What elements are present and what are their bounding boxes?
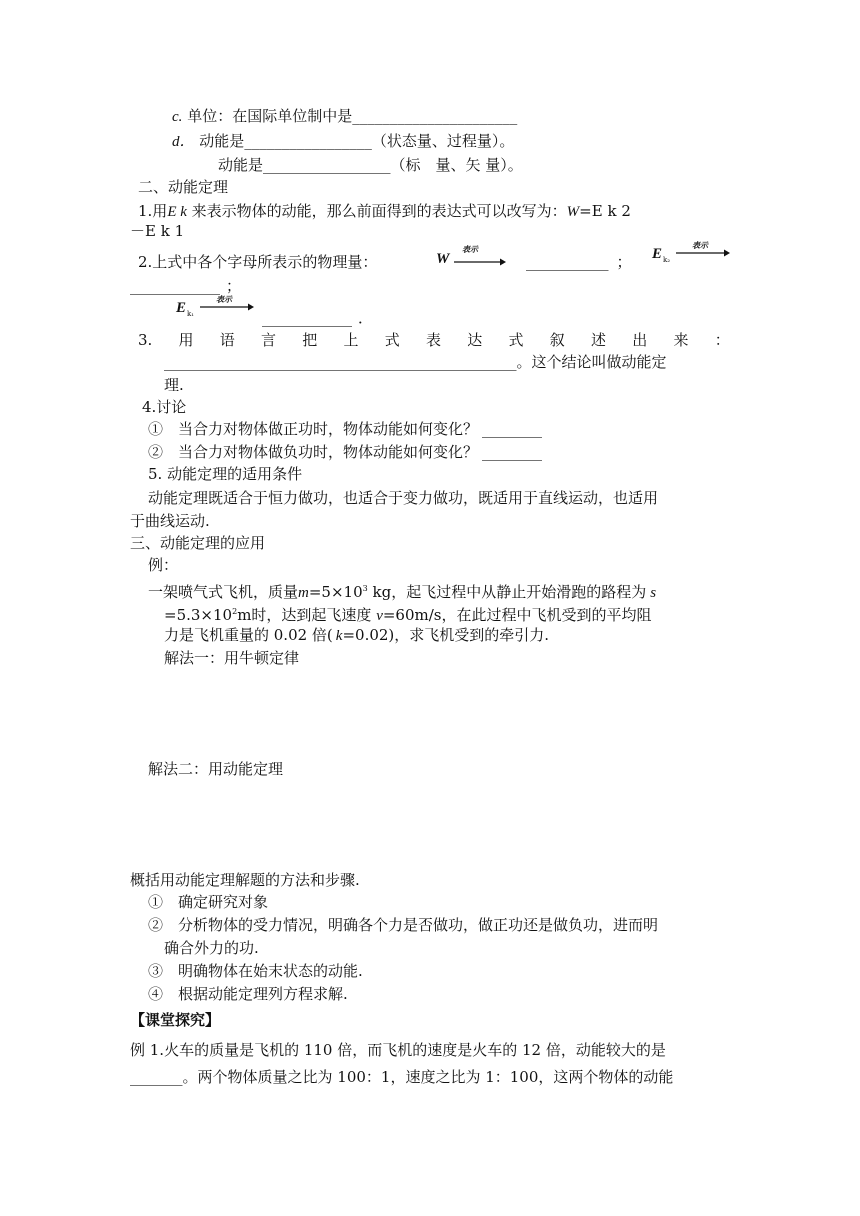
step-2: ② 分析物体的受力情况，明确各个力是否做功，做正功还是做负功，进而明: [148, 916, 659, 934]
blank-ek2[interactable]: [130, 276, 241, 296]
item-1-text-b: 来表示物体的动能，那么前面得到的表达式可以改写为：: [186, 202, 567, 220]
q1-blank[interactable]: ________: [482, 420, 543, 438]
item-d2-suffix: （标 量、矢 量）。: [390, 156, 523, 174]
item-c-blank[interactable]: ______________________: [352, 107, 518, 125]
item-d-blank[interactable]: _________________: [244, 132, 372, 150]
q1-text: ① 当合力对物体做正功时，物体动能如何变化？: [148, 420, 479, 438]
ex-text: =60m/s，在此过程中飞机受到的平均阻: [382, 606, 652, 624]
blank-ek1-line[interactable]: ____________: [262, 309, 352, 327]
item-c-text: 单位：在国际单位制中是: [187, 107, 353, 125]
state-quantity-line: [172, 131, 514, 152]
q2-text: ② 当合力对物体做负功时，物体动能如何变化？: [148, 443, 479, 461]
unit-line: [172, 106, 517, 127]
ex-text: kg，起飞过程中从静止开始滑跑的路程为: [367, 583, 647, 601]
step-4: ④ 根据动能定理列方程求解.: [148, 985, 348, 1003]
item-d-suffix: （状态量、过程量）。: [371, 132, 515, 150]
ex1-blank[interactable]: _______: [130, 1068, 183, 1086]
ex-text: =0.02)，求飞机受到的牵引力.: [342, 626, 550, 644]
item-3-suffix: 。这个结论叫做动能定: [516, 353, 667, 371]
item-3-char: 式: [508, 331, 524, 349]
section-3-heading: 三、动能定理的应用: [130, 534, 266, 552]
item-5-heading: 5. 动能定理的适用条件: [148, 465, 303, 483]
ex-text: =5.3×10: [164, 606, 233, 624]
item-1-line: [138, 201, 631, 222]
step-1: ① 确定研究对象: [148, 893, 269, 911]
item-d2-blank[interactable]: _________________: [263, 156, 391, 174]
w-symbol: W: [436, 251, 450, 267]
example-label: 例：: [148, 556, 179, 574]
item-5-line-1: 动能定理既适合于恒力做功，也适合于变力做功，既适用于直线运动，也适用: [148, 489, 659, 507]
item-3-char: 3.: [138, 331, 153, 349]
item-3-blank[interactable]: _______________________________________________: [164, 353, 517, 371]
ex-text: =5×10: [308, 583, 363, 601]
summary-heading: 概括用动能定理解题的方法和步骤.: [130, 871, 360, 889]
blank-w-line[interactable]: ___________: [526, 253, 609, 271]
item-3-char: ：: [714, 331, 730, 349]
method-2-label: 解法二：用动能定理: [148, 760, 284, 778]
example-line-1: [148, 579, 656, 603]
blank-ek1[interactable]: [262, 308, 373, 328]
item-3-char: 来: [673, 331, 689, 349]
arrow-icon: [200, 303, 254, 311]
item-3-line: [138, 330, 730, 350]
ex-var-s: s: [650, 585, 657, 601]
ex-var-k: k: [335, 628, 343, 644]
item-3-char: 言: [261, 331, 277, 349]
blank-ek2-line[interactable]: ____________: [130, 277, 220, 295]
example-1-line-2: [130, 1067, 673, 1087]
item-3-char: 达: [467, 331, 483, 349]
item-5-line-2: 于曲线运动.: [130, 512, 210, 530]
ex1-rest: 。两个物体质量之比为 100：1，速度之比为 1：100，这两个物体的动能: [182, 1068, 674, 1086]
ex-text: 力是飞机重量的 0.02 倍(: [164, 626, 333, 644]
ex-sup: 2: [232, 607, 238, 616]
step-2-continuation: 确合外力的功.: [164, 939, 259, 957]
discussion-q2: [148, 442, 542, 462]
discussion-q1: [148, 419, 542, 439]
ex-text: m时，达到起飞速度: [237, 606, 377, 624]
q2-blank[interactable]: ________: [482, 443, 543, 461]
scalar-vector-line: [218, 155, 523, 175]
semicolon: ；: [226, 277, 242, 295]
item-3-char: 述: [591, 331, 607, 349]
item-3-answer-line: [164, 352, 667, 372]
item-d-prefix: d．: [172, 134, 195, 150]
item-d2-text: 动能是: [218, 156, 264, 174]
item-3-char: 出: [632, 331, 648, 349]
item-3-char: 叙: [549, 331, 565, 349]
ek1-symbol: E: [176, 300, 187, 316]
item-1-continuation: －E k 1: [130, 222, 185, 240]
item-3-char: 上: [343, 331, 359, 349]
ek2-subscript: k₂: [663, 256, 671, 264]
item-3-char: 式: [384, 331, 400, 349]
arrow-icon: [454, 258, 506, 266]
arrow-label: 表示: [692, 240, 708, 250]
classroom-inquiry-heading: 【课堂探究】: [130, 1011, 221, 1029]
item-3-char: 表: [426, 331, 442, 349]
ex-var-m: m: [298, 585, 309, 601]
arrow-icon: [676, 249, 730, 257]
blank-w[interactable]: [526, 252, 632, 272]
period: ．: [358, 309, 374, 327]
arrow-label: 表示: [216, 294, 232, 304]
item-1-ek: E k: [167, 204, 187, 220]
item-1-text-a: 1.用: [138, 202, 168, 220]
ek1-arrow-group: [176, 296, 256, 320]
example-1-line-1: 例 1.火车的质量是飞机的 110 倍，而飞机的速度是火车的 12 倍，动能较大的是: [130, 1041, 666, 1059]
example-line-2: [164, 602, 652, 626]
item-3-char: 用: [178, 331, 194, 349]
item-1-w: W: [566, 204, 580, 220]
ek2-arrow-group: [652, 242, 732, 266]
item-2-text: 2.上式中各个字母所表示的物理量：: [138, 253, 378, 271]
ex-sup: 3: [362, 584, 368, 593]
ex-var-v: v: [376, 608, 383, 624]
example-line-3: [164, 625, 549, 646]
arrow-label: 表示: [462, 244, 478, 254]
w-arrow-group: [436, 244, 508, 270]
step-3: ③ 明确物体在始末状态的动能.: [148, 962, 363, 980]
item-d-text: 动能是: [199, 132, 245, 150]
item-3-char: 把: [302, 331, 318, 349]
ex-text: 一架喷气式飞机，质量: [148, 583, 299, 601]
item-1-text-c: =E k 2: [579, 202, 631, 220]
item-4-heading: 4.讨论: [142, 398, 187, 416]
semicolon: ；: [616, 253, 632, 271]
item-c-prefix: c.: [172, 109, 183, 125]
item-3-continuation: 理.: [164, 376, 184, 394]
item-3-char: 语: [219, 331, 235, 349]
ek1-subscript: k₁: [187, 310, 195, 318]
section-2-heading: 二、动能定理: [138, 178, 229, 196]
ek2-symbol: E: [652, 246, 663, 262]
method-1-label: 解法一：用牛顿定律: [164, 649, 300, 667]
